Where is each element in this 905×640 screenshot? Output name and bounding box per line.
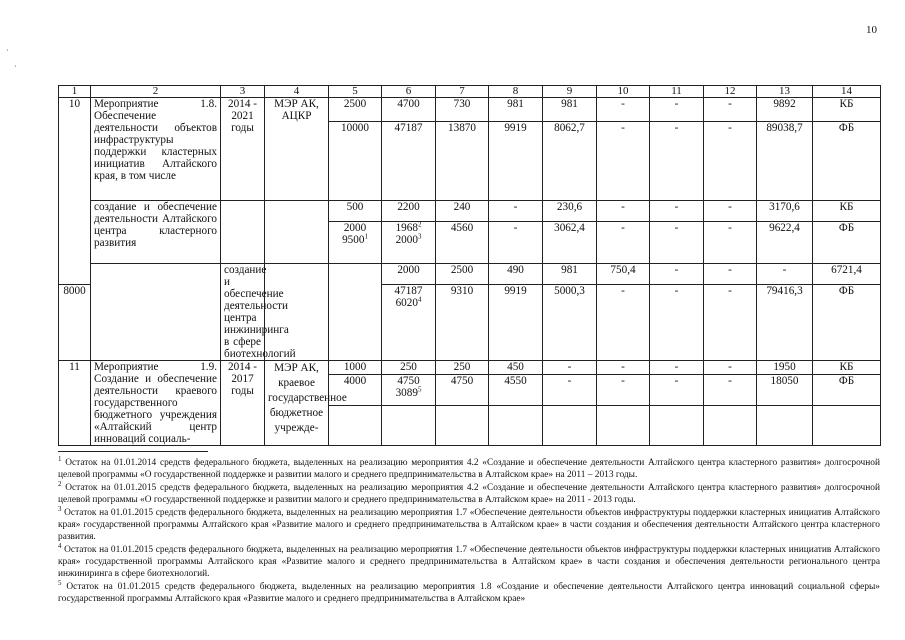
amount-cell: - — [597, 284, 650, 360]
column-number: 2 — [91, 86, 221, 98]
budget-table — [58, 85, 881, 446]
footnote-text: Остаток на 01.01.2015 средств федерального бюджета, выделенных на реализацию мероприятия 1.7 «Обеспечение деятельности объектов инфраструктуры поддержки кластерных инициатив Алтайского края» государственной программы Алтайского края «Развитие малого и среднего предпринимательства в Алтайском крае» в части создания и обеспечения деятельности Алтайского центра кластерного развития. — [58, 508, 880, 542]
amount-cell: 500 — [329, 201, 382, 222]
column-number: 14 — [813, 86, 881, 98]
amount-value: 9500 — [342, 234, 365, 246]
table-row — [59, 361, 881, 375]
amount-value: 47187 — [394, 284, 423, 297]
source-cell: ФБ — [813, 222, 881, 264]
scan-speck: · — [6, 46, 9, 55]
amount-cell: 2500 — [436, 264, 489, 285]
amount-value: 6020 — [395, 296, 418, 309]
amount-cell: - — [597, 201, 650, 222]
row-number — [91, 264, 221, 361]
amount-cell: 8062,7 — [543, 122, 597, 201]
column-number: 3 — [221, 86, 265, 98]
amount-cell: 4000 — [329, 375, 382, 406]
table-row — [59, 264, 881, 285]
amount-cell: - — [597, 98, 650, 122]
period-cell — [221, 201, 265, 264]
column-number: 10 — [597, 86, 650, 98]
footnote — [58, 479, 880, 506]
amount-cell — [597, 406, 650, 446]
amount-cell: 981 — [543, 264, 597, 285]
amount-cell: - — [489, 222, 543, 264]
scan-speck: · — [14, 62, 17, 71]
table-row — [59, 98, 881, 122]
footnote-text: Остаток на 01.01.2014 средств федерального бюджета, выделенных на реализацию мероприятия 4.2 «Создание и обеспечение деятельности Алтайского центра кластерного развития» долгосрочной целевой программы «О государственной поддержке и развитии малого и среднего предпринимательства в Алтайском крае» на 2011 – 2013 годы. — [58, 458, 880, 480]
total-cell: 9892 — [757, 98, 813, 122]
column-number: 7 — [436, 86, 489, 98]
column-number: 6 — [382, 86, 436, 98]
total-cell: 18050 — [757, 375, 813, 406]
amount-cell: 2500 — [329, 98, 382, 122]
amount-cell: 5000,3 — [543, 284, 597, 360]
column-number: 13 — [757, 86, 813, 98]
column-number-row — [59, 86, 881, 98]
amount-value — [385, 294, 432, 309]
amount-cell: - — [489, 201, 543, 222]
footnote-ref[interactable]: 2 — [417, 220, 422, 229]
footnote — [58, 541, 880, 580]
footnote-text: Остаток на 01.01.2015 средств федерального бюджета, выделенных на реализацию мероприятия 1.8 «Создание и обеспечение деятельности Алтайского центра инноваций социальной сферы» государственной программы Алтайского края «Развитие малого и среднего предпринимательства в Алтайском крае» — [58, 582, 880, 604]
amount-cell — [543, 406, 597, 446]
source-cell: КБ — [813, 201, 881, 222]
amount-cell: - — [650, 222, 704, 264]
footnote-text: Остаток на 01.01.2015 средств федерального бюджета, выделенных на реализацию мероприятия 4.2 «Создание и обеспечение деятельности Алтайского центра кластерного развития» долгосрочной целевой программы «О государственной поддержке и развитии малого и среднего предпринимательства в Алтайском крае» на 2011 - 2013 годы. — [58, 483, 880, 505]
amount-cell: 2200 — [382, 201, 436, 222]
amount-cell: 250 — [382, 361, 436, 375]
amount-cell: 8000 — [59, 284, 91, 360]
amount-cell: - — [543, 375, 597, 406]
period-cell: 2014 - 2017 годы — [221, 361, 265, 446]
amount-cell — [329, 222, 382, 264]
amount-cell: - — [597, 222, 650, 264]
footnote-mark: 2 — [58, 479, 62, 488]
period-cell — [265, 264, 329, 361]
footnotes — [58, 454, 880, 606]
period-cell: 2014 - 2021 годы — [221, 98, 265, 201]
amount-value: 4750 — [397, 375, 420, 387]
amount-cell — [704, 406, 757, 446]
amount-cell: 730 — [436, 98, 489, 122]
amount-cell: - — [650, 122, 704, 201]
amount-value: 2000 — [395, 234, 418, 246]
amount-cell: 2000 — [382, 264, 436, 285]
footnote-mark: 3 — [58, 504, 62, 513]
amount-cell: 250 — [436, 361, 489, 375]
amount-cell: 4750 — [436, 375, 489, 406]
amount-value — [385, 222, 432, 234]
amount-cell — [382, 284, 436, 360]
source-cell — [813, 406, 881, 446]
amount-cell: 450 — [489, 361, 543, 375]
executor-cell — [329, 264, 382, 361]
column-number: 12 — [704, 86, 757, 98]
amount-cell: - — [650, 264, 704, 285]
amount-cell: - — [597, 361, 650, 375]
amount-cell: - — [704, 222, 757, 264]
column-number: 11 — [650, 86, 704, 98]
amount-cell: 240 — [436, 201, 489, 222]
source-cell: КБ — [813, 98, 881, 122]
footnote-mark: 1 — [58, 454, 62, 463]
footnote — [58, 578, 880, 605]
amount-cell: - — [704, 98, 757, 122]
amount-cell — [489, 406, 543, 446]
source-cell: ФБ — [813, 375, 881, 406]
amount-cell: 1000 — [329, 361, 382, 375]
amount-cell: 13870 — [436, 122, 489, 201]
footnote-ref[interactable]: 4 — [417, 294, 422, 303]
executor-cell: МЭР АК, краевое государственное бюджетное учрежде- — [265, 361, 329, 446]
amount-cell: 9919 — [489, 284, 543, 360]
total-cell: 89038,7 — [757, 122, 813, 201]
amount-cell: 9919 — [489, 122, 543, 201]
row-number: 11 — [59, 361, 91, 446]
amount-cell — [382, 406, 436, 446]
amount-value: 1968 — [395, 222, 418, 234]
amount-cell: - — [704, 122, 757, 201]
amount-cell: - — [757, 264, 813, 285]
amount-cell: - — [704, 361, 757, 375]
footnote-divider — [58, 451, 208, 452]
amount-cell: 750,4 — [597, 264, 650, 285]
footnote-mark: 4 — [58, 541, 62, 550]
amount-cell: - — [704, 284, 757, 360]
amount-value — [332, 234, 378, 246]
total-cell: 6721,4 — [813, 264, 881, 285]
amount-cell: - — [650, 375, 704, 406]
footnote-ref[interactable]: 5 — [417, 385, 422, 394]
amount-value: 2000 — [343, 222, 367, 234]
amount-cell: 981 — [543, 98, 597, 122]
amount-cell: 981 — [489, 98, 543, 122]
column-number: 8 — [489, 86, 543, 98]
amount-cell — [436, 406, 489, 446]
measure-name: Мероприятие 1.9. Создание и обеспечение деятельности краевого государственного бюджетного учреждения «Алтайский центр инноваций социаль- — [91, 361, 221, 446]
executor-cell — [265, 201, 329, 264]
row-number: 10 — [59, 98, 91, 285]
measure-name: Мероприятие 1.8. Обеспечение деятельности объектов инфраструктуры поддержки кластерных инициатив Алтайского края, в том числе — [91, 98, 221, 201]
amount-cell — [382, 222, 436, 264]
amount-cell: 9310 — [436, 284, 489, 360]
amount-cell: - — [704, 375, 757, 406]
column-number: 5 — [329, 86, 382, 98]
amount-cell: 4560 — [436, 222, 489, 264]
amount-cell: - — [650, 361, 704, 375]
total-cell: 3170,6 — [757, 201, 813, 222]
amount-value — [385, 234, 432, 246]
amount-value: 3089 — [395, 387, 418, 399]
amount-cell: - — [650, 284, 704, 360]
amount-cell: - — [650, 201, 704, 222]
amount-cell: - — [597, 375, 650, 406]
amount-cell: - — [597, 122, 650, 201]
footnote-text: Остаток на 01.01.2015 средств федерального бюджета, выделенных на реализацию мероприятия 1.7 «Обеспечение деятельности объектов инфраструктуры поддержки кластерных инициатив Алтайского края» государственной программы Алтайского края «Развитие малого и среднего предпринимательства в Алтайском крае» в части создания и обеспечения деятельности регионального центра инжиниринга в сфере биотехнологий. — [58, 545, 880, 579]
amount-cell — [329, 406, 382, 446]
amount-cell: 3062,4 — [543, 222, 597, 264]
footnote-ref[interactable]: 1 — [364, 232, 368, 241]
total-cell: 79416,3 — [757, 284, 813, 360]
amount-cell — [650, 406, 704, 446]
executor-cell: МЭР АК, АЦКР — [265, 98, 329, 201]
column-number: 1 — [59, 86, 91, 98]
measure-name: создание и обеспечение деятельности Алтайского центра кластерного развития — [91, 201, 221, 264]
footnote-mark: 5 — [58, 578, 62, 587]
footnote — [58, 504, 880, 543]
amount-value — [385, 387, 432, 399]
source-cell: ФБ — [813, 122, 881, 201]
footnote — [58, 454, 880, 481]
source-cell: ФБ — [813, 284, 881, 360]
column-number: 9 — [543, 86, 597, 98]
amount-cell: 4550 — [489, 375, 543, 406]
amount-cell: 4700 — [382, 98, 436, 122]
column-number: 4 — [265, 86, 329, 98]
measure-name: создание и обеспечение деятельности центра инжиниринга в сфере биотехнологий — [221, 264, 265, 361]
amount-cell: 230,6 — [543, 201, 597, 222]
amount-cell: - — [704, 264, 757, 285]
amount-cell — [382, 375, 436, 406]
amount-cell: - — [543, 361, 597, 375]
total-cell: 1950 — [757, 361, 813, 375]
total-cell: 9622,4 — [757, 222, 813, 264]
total-cell — [757, 406, 813, 446]
table-row — [59, 201, 881, 222]
amount-cell: 47187 — [382, 122, 436, 201]
amount-cell: 490 — [489, 264, 543, 285]
page-number: 10 — [866, 24, 877, 36]
source-cell: КБ — [813, 361, 881, 375]
footnote-ref[interactable]: 3 — [417, 232, 422, 241]
amount-cell: - — [650, 98, 704, 122]
amount-cell: - — [704, 201, 757, 222]
amount-cell: 10000 — [329, 122, 382, 201]
